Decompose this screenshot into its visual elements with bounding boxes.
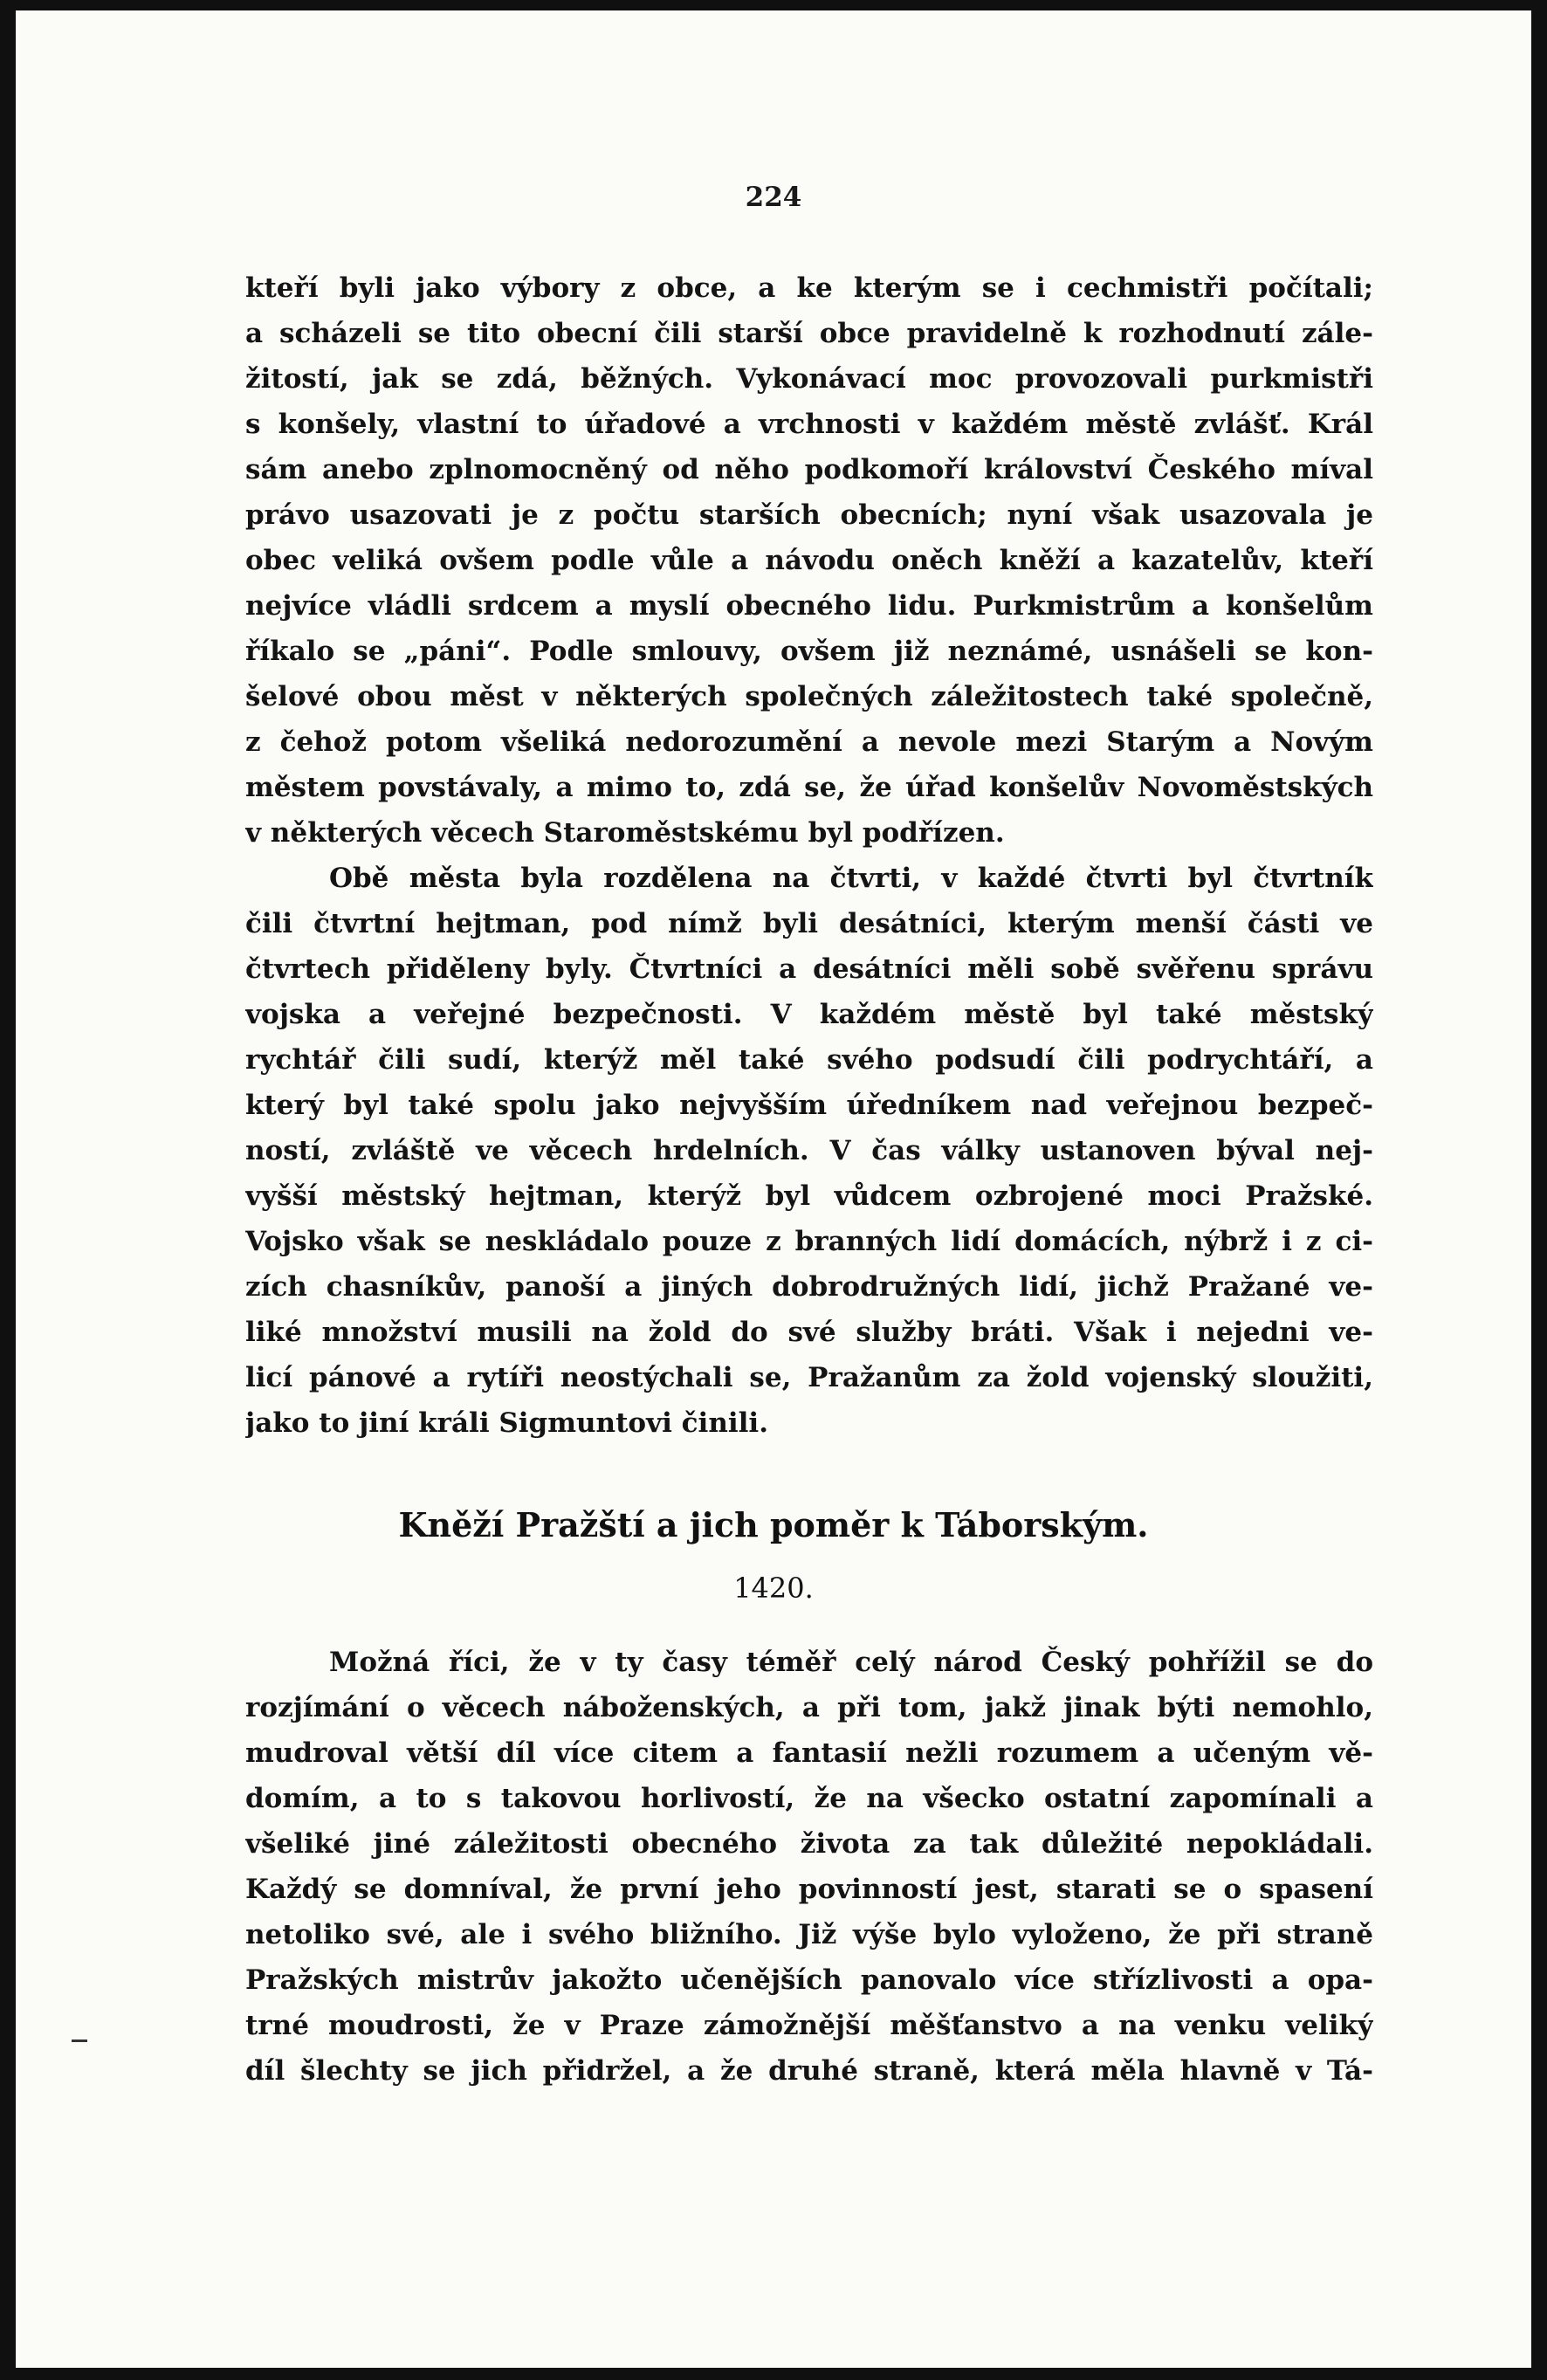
text-line: v některých věcech Staroměstskému byl podřízen. [245,817,1005,849]
text-line: městem povstávaly, a mimo to, zdá se, že úřad konšelův Novoměstských [245,772,1373,803]
text-line: který byl také spolu jako nejvyšším úředníkem nad veřejnou bezpeč- [245,1090,1373,1121]
text-line: licí pánové a rytíři neostýchali se, Pražanům za žold vojenský sloužiti, [245,1362,1373,1393]
text-line: jako to jiní králi Sigmuntovi činili. [245,1407,768,1439]
text-line: zích chasníkův, panoší a jiných dobrodružných lidí, jichž Pražané ve- [245,1271,1373,1303]
text-line: s konšely, vlastní to úřadové a vrchnosti v každém městě zvlášť. Král [245,409,1373,440]
text-line: sám anebo zplnomocněný od něho podkomoří království Českého míval [245,454,1373,485]
text-line: vyšší městský hejtman, kterýž byl vůdcem ozbrojené moci Pražské. [245,1180,1373,1212]
section-year: 1420. [733,1572,814,1605]
text-line: ností, zvláště ve věcech hrdelních. V čas války ustanoven býval nej- [245,1135,1373,1166]
text-line: čili čtvrtní hejtman, pod nímž byli desátníci, kterým menší části ve [245,908,1373,939]
text-line: šelové obou měst v některých společných záležitostech také společně, [245,681,1373,712]
text-line: říkalo se „páni“. Podle smlouvy, ovšem již neznámé, usnášeli se kon- [245,636,1373,667]
text-line: trné moudrosti, že v Praze zámožnější měšťanstvo a na venku veliký [245,2010,1373,2041]
text-line: žitostí, jak se zdá, běžných. Vykonávací moc provozovali purkmistři [245,363,1373,395]
text-line: netoliko své, ale i svého bližního. Již výše bylo vyloženo, že při straně [245,1919,1373,1950]
text-line: díl šlechty se jich přidržel, a že druhé straně, která měla hlavně v Tá- [245,2055,1373,2087]
text-line: Obě města byla rozdělena na čtvrti, v každé čtvrti byl čtvrtník [329,863,1373,894]
book-page [16,10,1531,2368]
paragraph [245,265,1373,856]
scan-mark [72,2040,87,2042]
paragraph [245,856,1373,1446]
text-line: čtvrtech přiděleny byly. Čtvrtníci a desátníci měli sobě svěřenu správu [245,953,1373,985]
text-line: domím, a to s takovou horlivostí, že na všecko ostatní zapomínali a [245,1783,1373,1814]
text-line: vojska a veřejné bezpečnosti. V každém městě byl také městský [245,999,1373,1030]
text-line: všeliké jiné záležitosti obecného života za tak důležité nepokládali. [245,1828,1373,1860]
text-line: Každý se domníval, že první jeho povinností jest, starati se o spasení [245,1874,1373,1905]
body-text-bottom [245,1640,1373,2094]
text-line: právo usazovati je z počtu starších obecních; nyní však usazovala je [245,499,1373,531]
text-line: Pražských mistrův jakožto učenějších panovalo více střízlivosti a opa- [245,1964,1373,1996]
page-number: 224 [745,182,802,213]
text-line: mudroval větší díl více citem a fantasií nežli rozumem a učeným vě- [245,1737,1373,1769]
text-line: z čehož potom všeliká nedorozumění a nevole mezi Starým a Novým [245,726,1373,758]
text-line: a scházeli se tito obecní čili starší obce pravidelně k rozhodnutí zále- [245,318,1373,349]
text-line: rozjímání o věcech náboženských, a při tom, jakž jinak býti nemohlo, [245,1692,1373,1723]
text-line: obec veliká ovšem podle vůle a návodu oněch kněží a kazatelův, kteří [245,545,1373,576]
text-line: Možná říci, že v ty časy téměř celý národ Český pohřížil se do [329,1647,1373,1678]
text-line: nejvíce vládli srdcem a myslí obecného lidu. Purkmistrům a konšelům [245,590,1373,622]
text-line: liké množství musili na žold do své služby bráti. Však i nejedni ve- [245,1317,1373,1348]
text-line: kteří byli jako výbory z obce, a ke kterým se i cechmistři počítali; [245,272,1373,304]
text-line: Vojsko však se neskládalo pouze z branných lidí domácích, nýbrž i z ci- [245,1226,1373,1257]
body-text-top [245,265,1373,1446]
text-line: rychtář čili sudí, kterýž měl také svého podsudí čili podrychtáří, a [245,1044,1373,1076]
section-heading: Kněží Pražští a jich poměr k Táborským. [398,1505,1149,1544]
paragraph [245,1640,1373,2094]
